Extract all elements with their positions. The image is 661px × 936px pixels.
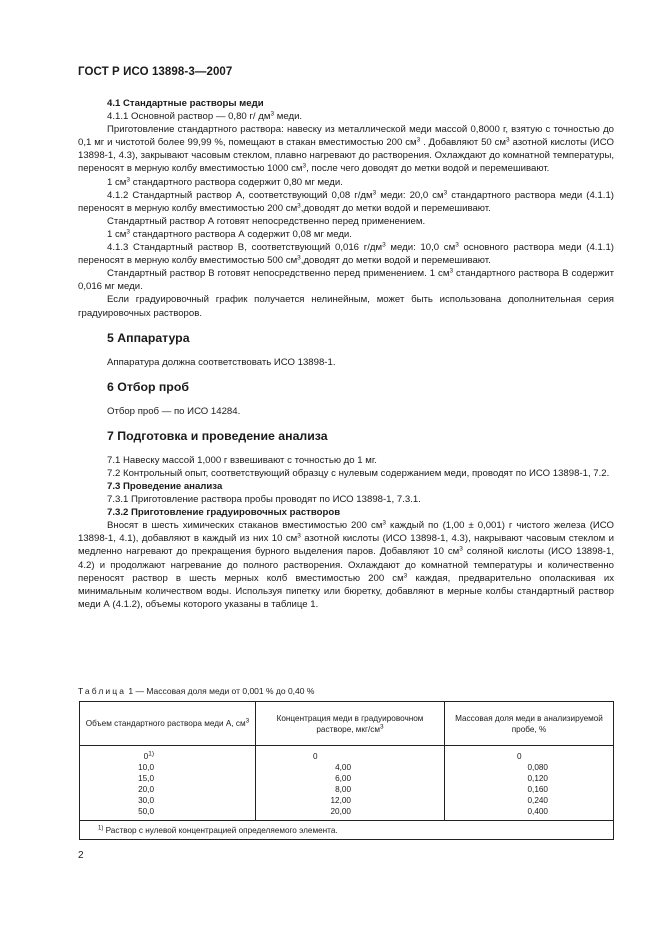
header-mass-fraction: Массовая доля меди в анализируемой пробе, % (445, 702, 614, 746)
paragraph-7-1: 7.1 Навеску массой 1,000 г взвешивают с точностью до 1 мг. (107, 454, 377, 466)
section-6-title: 6 Отбор проб (107, 379, 189, 394)
document-header: ГОСТ Р ИСО 13898-3—2007 (78, 66, 233, 78)
section-7-title: 7 Подготовка и проведение анализа (107, 428, 328, 443)
volume-value: 15,0 (138, 774, 154, 783)
paragraph-7-2: 7.2 Контрольный опыт, соответствующий образцу с нулевым содержанием меди, проводят по ИСО 13898-1, 7.2. (107, 467, 610, 479)
volume-column (80, 746, 256, 821)
paragraph-solution-a-content: 1 $см^3$ стандартного раствора А содержит 0,08 мг меди. (107, 228, 352, 240)
section-5-text: Аппаратура должна соответствовать ИСО 13898-1. (107, 356, 336, 368)
paragraph-stock-content: 1 $см^3$ стандартного раствора содержит 0,80 мг меди. (107, 176, 343, 188)
paragraph-solution-b-fresh: Стандартный раствор В готовят непосредственно перед применением. 1 $см^3$ стандартного раствора В содержит 0,016 мг меди. (78, 267, 614, 293)
paragraph-solution-a-fresh: Стандартный раствор А готовят непосредственно перед применением. (107, 215, 426, 227)
mass-fraction-value: 0,160 (527, 785, 548, 794)
subsection-7-3-2-title: 7.3.2 Приготовление градуировочных растворов (107, 507, 341, 519)
header-volume: Объем стандартного раствора меди А, $см^3$ (80, 702, 256, 746)
concentration-value: 0 (313, 752, 318, 761)
concentration-value: 4,00 (335, 763, 351, 772)
calibration-table (79, 701, 614, 840)
mass-fraction-column (445, 746, 614, 821)
document-body (78, 97, 614, 611)
paragraph-4-1-2: 4.1.2 Стандартный раствор А, соответствующий 0,08 $г/дм^3$ меди: 20,0 $см^3$ стандартного раствора меди (4.1.1) переносят в мерную колбу вместимостью 200 $см^3,доводят$ до метки водой и перемешивают. (78, 189, 614, 214)
table-header-row (80, 702, 614, 746)
table-caption: Таблица 1 — Массовая доля меди от 0,001 % до 0,40 % (78, 686, 315, 696)
paragraph-7-3-2: Вносят в шесть химических стаканов вместимостью 200 $см^3$ каждый по (1,00 ± 0,001) г чистого железа (ИСО 13898-1, 4.1), добавляют в каждый из них 10 $см^3$ азотной кислоты (ИСО 13898-1, 4.3), накрывают часовым стеклом и медленно нагревают до прекращения бурного выделения паров. Добавляют 10 $см^3$ соляной кислоты (ИСО 13898-1, 4.2) и продолжают нагревание до полного растворения. Охлаждают до комнатной температуры и количественно переносят раствор в шесть мерных колб вместимостью 200 $см^3$ каждая, предварительно ополаскивая их минимальным количеством воды. Используя пипетку или бюретку, добавляют в мерные колбы стандартный раствор меди А (4.1.2), объемы которого указаны в таблице 1. (78, 519, 615, 610)
subsection-4-1-title: 4.1 Стандартные растворы меди (107, 98, 264, 109)
section-5-title: 5 Аппаратура (107, 330, 190, 345)
paragraph-4-1-3: 4.1.3 Стандартный раствор В, соответствующий 0,016 $г/дм^3$ меди: 10,0 $см^3$ основного раствора меди (4.1.1) переносят в мерную колбу вместимостью 500 $см^3,доводят$ до метки водой и перемешивают. (78, 241, 615, 267)
concentration-value: 20,00 (330, 807, 351, 816)
mass-fraction-value: 0,400 (527, 807, 548, 816)
paragraph-4-1-1: 4.1.1 Основной раствор — 0,80 г/ $дм^3$ меди. (107, 110, 303, 123)
section-6-text: Отбор проб — по ИСО 14284. (107, 405, 241, 417)
concentration-column (256, 746, 445, 821)
volume-value: 50,0 (138, 807, 154, 816)
volume-value: 20,0 (138, 785, 154, 794)
table-footnote: $^{1)}$ Раствор с нулевой концентрацией определяемого элемента. (80, 821, 614, 840)
table-footnote-row (80, 821, 614, 840)
paragraph-nonlinear: Если градуировочный график получается нелинейным, может быть использована дополнительная серия градуировочных растворов. (78, 294, 614, 319)
table-data-row (80, 746, 614, 821)
volume-value: 10,0 (138, 763, 154, 772)
header-concentration: Концентрация меди в градуировочном растворе, мкг/$см^3$ (256, 702, 445, 746)
mass-fraction-value: 0,080 (527, 763, 548, 772)
concentration-value: 8,00 (335, 785, 351, 794)
concentration-value: 6,00 (335, 774, 351, 783)
volume-value: 0$^{1)}$ (143, 750, 154, 761)
volume-value: 30,0 (138, 796, 154, 805)
mass-fraction-value: 0,240 (527, 796, 548, 805)
mass-fraction-value: 0,120 (527, 774, 548, 783)
page-number: 2 (78, 850, 84, 861)
paragraph-preparation: Приготовление стандартного раствора: навеску из металлической меди массой 0,8000 г, взятую с точностью до 0,1 мг и чистотой более 99,99 %, помещают в стакан вместимостью 200 $см^3$ . Добавляют 50 $см^3$ азотной кислоты (ИСО 13898-1, 4.3), закрывают часовым стеклом, плавно нагревают до растворения. Охлаждают до комнатной температуры, переносят в мерную колбу вместимостью 1000 $см^3$, после чего доводят до метки водой и перемешивают. (78, 124, 614, 175)
mass-fraction-value: 0 (517, 752, 522, 761)
paragraph-7-3-1: 7.3.1 Приготовление раствора пробы проводят по ИСО 13898-1, 7.3.1. (107, 494, 421, 506)
concentration-value: 12,00 (330, 796, 351, 805)
subsection-7-3-title: 7.3 Проведение анализа (107, 480, 223, 492)
